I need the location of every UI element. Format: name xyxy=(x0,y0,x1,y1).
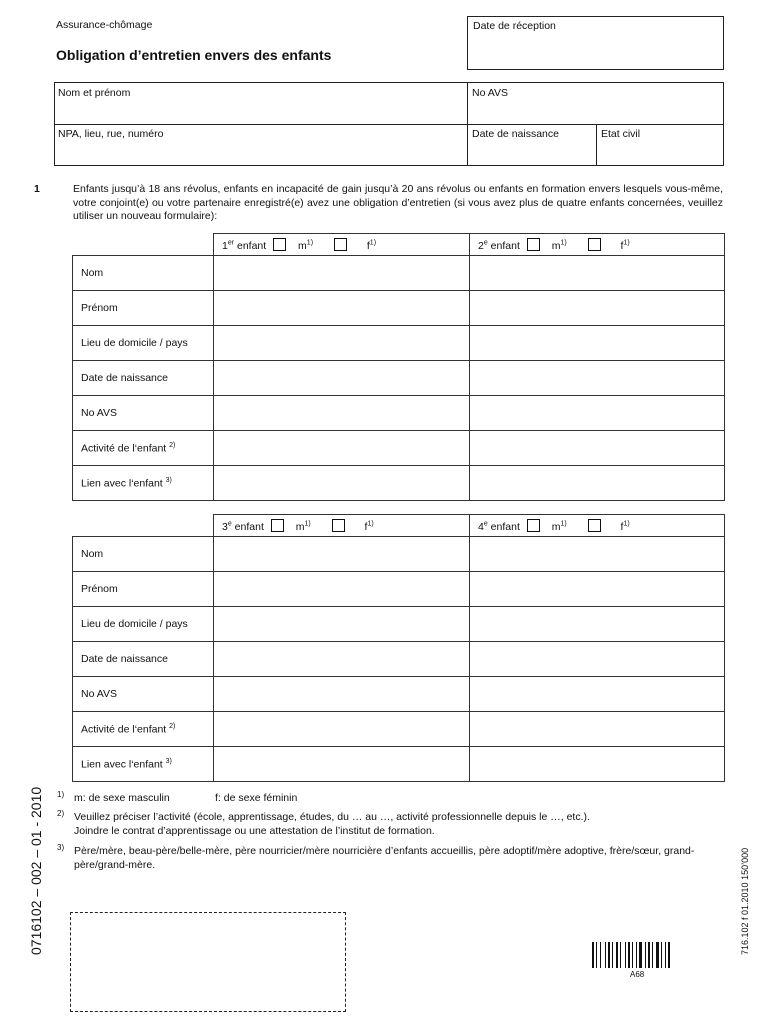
program-name: Assurance-chômage xyxy=(56,19,153,31)
child-3-nom-cell[interactable] xyxy=(214,537,470,572)
row-label: Activité de l‘enfant $^{2)}$ xyxy=(73,431,214,466)
form-code: 0716102 – 002 – 01 - 2010 xyxy=(28,786,44,955)
child-2-m-checkbox[interactable] xyxy=(527,238,540,251)
child-1-m-checkbox[interactable] xyxy=(273,238,286,251)
row-label: Activité de l‘enfant $^{2)}$ xyxy=(73,712,214,747)
row-label: Lieu de domicile / pays xyxy=(73,607,214,642)
row-label: No AVS xyxy=(73,677,214,712)
row-label: Prénom xyxy=(73,291,214,326)
child-2-f-checkbox[interactable] xyxy=(588,238,601,251)
child-2-avs-cell[interactable] xyxy=(470,396,725,431)
identity-vdivider xyxy=(467,82,468,166)
child-4-nom-cell[interactable] xyxy=(470,537,725,572)
child-1-activite-cell[interactable] xyxy=(214,431,470,466)
footnote-1-male: m: de sexe masculin xyxy=(74,792,170,804)
print-code: 716.102 f 01.2010 150’000 xyxy=(740,847,750,955)
row-label: No AVS xyxy=(73,396,214,431)
child-1-lieu-cell[interactable] xyxy=(214,326,470,361)
child-3-header: 3e enfant $m^{1)}$ $f^{1)}$ xyxy=(214,515,470,537)
barcode xyxy=(592,942,688,972)
child-4-prenom-cell[interactable] xyxy=(470,572,725,607)
row-label: Date de naissance xyxy=(73,642,214,677)
child-4-avs-cell[interactable] xyxy=(470,677,725,712)
avs-field[interactable]: No AVS xyxy=(472,87,508,99)
child-2-lieu-cell[interactable] xyxy=(470,326,725,361)
children-table-1 xyxy=(72,233,725,501)
child-1-naissance-cell[interactable] xyxy=(214,361,470,396)
child-1-avs-cell[interactable] xyxy=(214,396,470,431)
row-label: Lien avec l‘enfant $^{3)}$ xyxy=(73,466,214,501)
child-2-nom-cell[interactable] xyxy=(470,256,725,291)
child-1-prenom-cell[interactable] xyxy=(214,291,470,326)
footnote-2-marker: 2) xyxy=(57,809,65,818)
section-number: 1 xyxy=(34,183,40,195)
birthdate-field[interactable]: Date de naissance xyxy=(472,128,559,140)
child-3-avs-cell[interactable] xyxy=(214,677,470,712)
child-3-lien-cell[interactable] xyxy=(214,747,470,782)
child-4-header: 4e enfant $m^{1)}$ $f^{1)}$ xyxy=(470,515,725,537)
row-label: Lieu de domicile / pays xyxy=(73,326,214,361)
child-2-header: 2e enfant $m^{1)}$ $f^{1)}$ xyxy=(470,234,725,256)
child-3-naissance-cell[interactable] xyxy=(214,642,470,677)
child-1-nom-cell[interactable] xyxy=(214,256,470,291)
child-3-m-checkbox[interactable] xyxy=(271,519,284,532)
row-label: Date de naissance xyxy=(73,361,214,396)
child-2-activite-cell[interactable] xyxy=(470,431,725,466)
footnote-2-text-a: Veuillez préciser l’activité (école, apprentissage, études, du … au …, activité professionnelle depuis le …, etc.). xyxy=(74,811,590,823)
footnote-3-text: Père/mère, beau-père/belle-mère, père nourricier/mère nourricière d’enfants accueillis, père adoptif/mère adoptive, frère/sœur, grand-père/grand-mère. xyxy=(74,845,695,871)
row-label: Prénom xyxy=(73,572,214,607)
footnote-2-text-b: Joindre le contrat d’apprentissage ou une attestation de l’institut de formation. xyxy=(74,825,435,837)
barcode-text: A68 xyxy=(630,970,645,979)
row-label: Nom xyxy=(73,537,214,572)
footnote-1-female: f: de sexe féminin xyxy=(215,792,298,804)
footnote-1-marker: 1) xyxy=(57,790,65,799)
children-table-2 xyxy=(72,514,725,782)
reception-date-label: Date de réception xyxy=(473,20,556,32)
child-4-m-checkbox[interactable] xyxy=(527,519,540,532)
child-2-lien-cell[interactable] xyxy=(470,466,725,501)
child-3-prenom-cell[interactable] xyxy=(214,572,470,607)
child-4-naissance-cell[interactable] xyxy=(470,642,725,677)
name-field[interactable]: Nom et prénom xyxy=(58,87,131,99)
identity-divider xyxy=(54,124,724,125)
reception-date-box xyxy=(467,16,724,70)
child-2-naissance-cell[interactable] xyxy=(470,361,725,396)
page-title: Obligation d’entretien envers des enfants xyxy=(56,47,332,63)
child-4-lien-cell[interactable] xyxy=(470,747,725,782)
section-text: Enfants jusqu’à 18 ans révolus, enfants en incapacité de gain jusqu’à 20 ans révolus ou enfants en formation envers lesquels vous-même, votre conjoint(e) ou votre partenaire enregistré(e) avez une obligation d’entretien (si vous avez plus de quatre enfants concernées, veuillez utiliser un nouveau formulaire): xyxy=(73,183,723,222)
child-4-activite-cell[interactable] xyxy=(470,712,725,747)
row-label: Nom xyxy=(73,256,214,291)
child-3-activite-cell[interactable] xyxy=(214,712,470,747)
child-3-lieu-cell[interactable] xyxy=(214,607,470,642)
child-4-lieu-cell[interactable] xyxy=(470,607,725,642)
child-2-prenom-cell[interactable] xyxy=(470,291,725,326)
row-label: Lien avec l‘enfant $^{3)}$ xyxy=(73,747,214,782)
child-4-f-checkbox[interactable] xyxy=(588,519,601,532)
footnote-3-marker: 3) xyxy=(57,843,65,852)
child-3-f-checkbox[interactable] xyxy=(332,519,345,532)
identity-vdivider-2 xyxy=(596,124,597,166)
child-1-lien-cell[interactable] xyxy=(214,466,470,501)
stamp-box xyxy=(70,912,346,1012)
civil-status-field[interactable]: Etat civil xyxy=(601,128,641,140)
child-1-f-checkbox[interactable] xyxy=(334,238,347,251)
address-field[interactable]: NPA, lieu, rue, numéro xyxy=(58,128,164,140)
child-1-header: 1er enfant $m^{1)}$ $f^{1)}$ xyxy=(214,234,470,256)
